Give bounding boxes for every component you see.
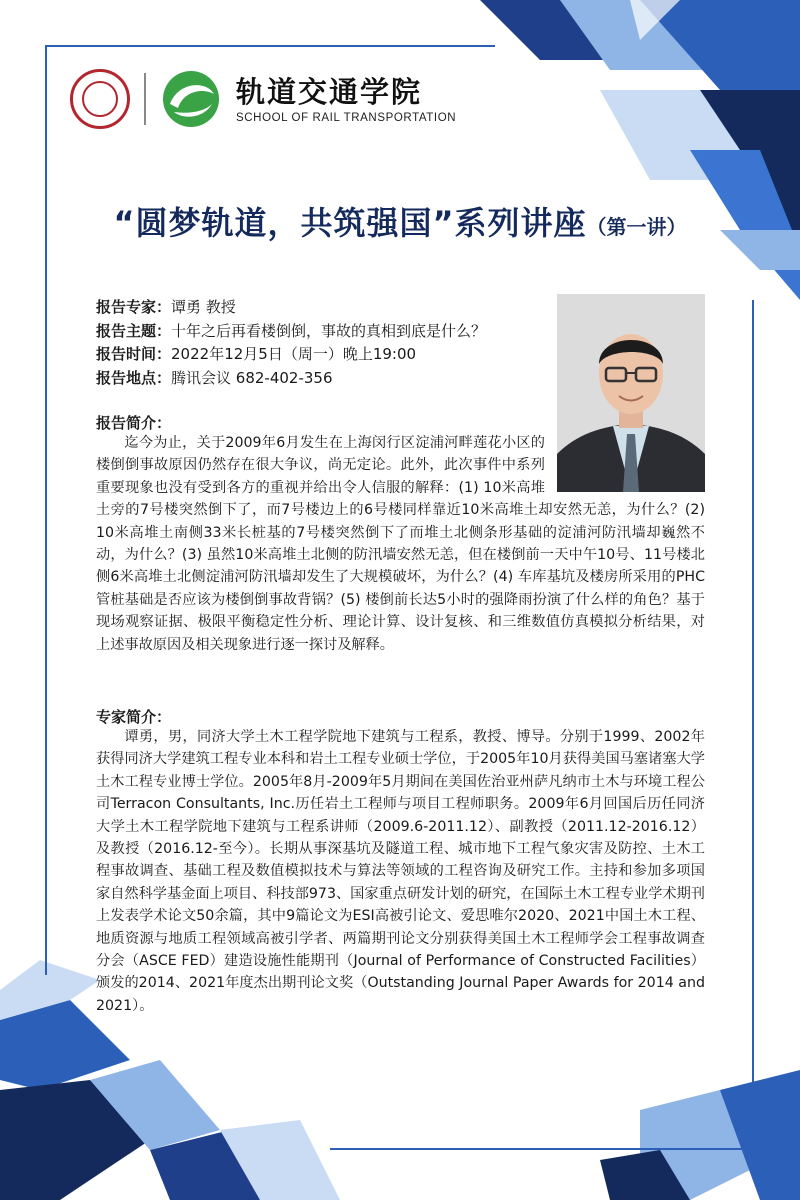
lecture-title-main: “圆梦轨道，共筑强国”系列讲座 [113, 204, 587, 242]
school-name-en: SCHOOL OF RAIL TRANSPORTATION [236, 111, 457, 124]
logo-divider [144, 73, 146, 125]
school-name-cn: 轨道交通学院 [236, 74, 423, 109]
lecture-title [0, 198, 800, 244]
info-row-topic: 报告主题：十年之后再看楼倒倒，事故的真相到底是什么？ [96, 321, 487, 340]
abstract-heading: 报告简介： [96, 414, 172, 432]
university-seal-icon [70, 69, 130, 129]
frame-line-left [45, 45, 47, 975]
info-row-location: 报告地点：腾讯会议 682-402-356 [96, 368, 333, 387]
photo-spacer [545, 432, 705, 498]
abstract-text: 迄今为止，关于2009年6月发生在上海闵行区淀浦河畔莲花小区的楼倒倒事故原因仍然存在很大争议，尚无定论。此外，此次事件中系列重要现象也没有受到各方的重视并给出令人信服的解释：(1) 10米高堆土旁的7号楼突然倒下了，而7号楼边上的6号楼同样靠近10米高堆土却安然无恙，为什么？(2) 10米高堆土南侧33米长桩基的7号楼突然倒下了而堆土北侧条形基础的淀浦河防汛墙却巍然不动，为什么？(3) 虽然10米高堆土北侧的防汛墙安然无恙，但在楼倒前一天中午10号、11号楼北侧6米高堆土北侧淀浦河防汛墙却发生了大规模破坏，为什么？(4) 车库基坑及楼房所采用的PHC管桩基础是否应该为楼倒倒事故背锅？(5) 楼倒前长达5小时的强降雨扮演了什么样的角色？基于现场观察证据、极限平衡稳定性分析、理论计算、设计复核、和三维数值仿真模拟分析结果，对上述事故原因及相关现象进行逐一探讨及解释。 [96, 432, 705, 656]
bio-text: 谭勇，男，同济大学土木工程学院地下建筑与工程系，教授、博导。分别于1999、2002年获得同济大学建筑工程专业本科和岩土工程专业硕士学位，于2005年10月获得美国马塞诸塞大学土木工程专业博士学位。2005年8月-2009年5月期间在美国佐治亚州萨凡纳市土木与环境工程公司Terracon Consultants, Inc.历任岩土工程师与项目工程师职务。2009年6月回国后历任同济大学土木工程学院地下建筑与工程系讲师（2009.6-2011.12）、副教授（2011.12-2016.12）及教授（2016.12-至今）。长期从事深基坑及隧道工程、城市地下工程气象灾害及防控、土木工程事故调查、基础工程及数值模拟技术与算法等领域的工程咨询及研究工作。主持和参加多项国家自然科学基金面上项目、科技部973、国家重点研发计划的研究，在国际土木工程专业学术期刊上发表学术论文50余篇，其中9篇论文为ESI高被引论文、爱思唯尔2020、2021中国土木工程、地质资源与地质工程领域高被引学者、两篇期刊论文分别获得美国土木工程师学会工程事故调查分会（ASCE FED）建造设施性能期刊（Journal of Performance of Constructed Facilities）颁发的2014、2021年度杰出期刊论文奖（Outstanding Journal Paper Awards for 2014 and 2021）。 [96, 729, 705, 1014]
frame-line-right [752, 300, 754, 1150]
lecture-title-sub: （第一讲） [586, 215, 687, 239]
school-name [236, 75, 456, 124]
info-row-time: 报告时间：2022年12月5日（周一）晚上19:00 [96, 345, 417, 363]
bio-heading: 专家简介： [96, 708, 172, 726]
frame-line-top [45, 45, 495, 47]
report-info [96, 296, 486, 390]
school-logo-icon [160, 68, 222, 130]
header-logos [70, 68, 456, 130]
frame-line-bottom [330, 1148, 754, 1150]
info-row-speaker: 报告专家：谭勇 教授 [96, 298, 236, 316]
